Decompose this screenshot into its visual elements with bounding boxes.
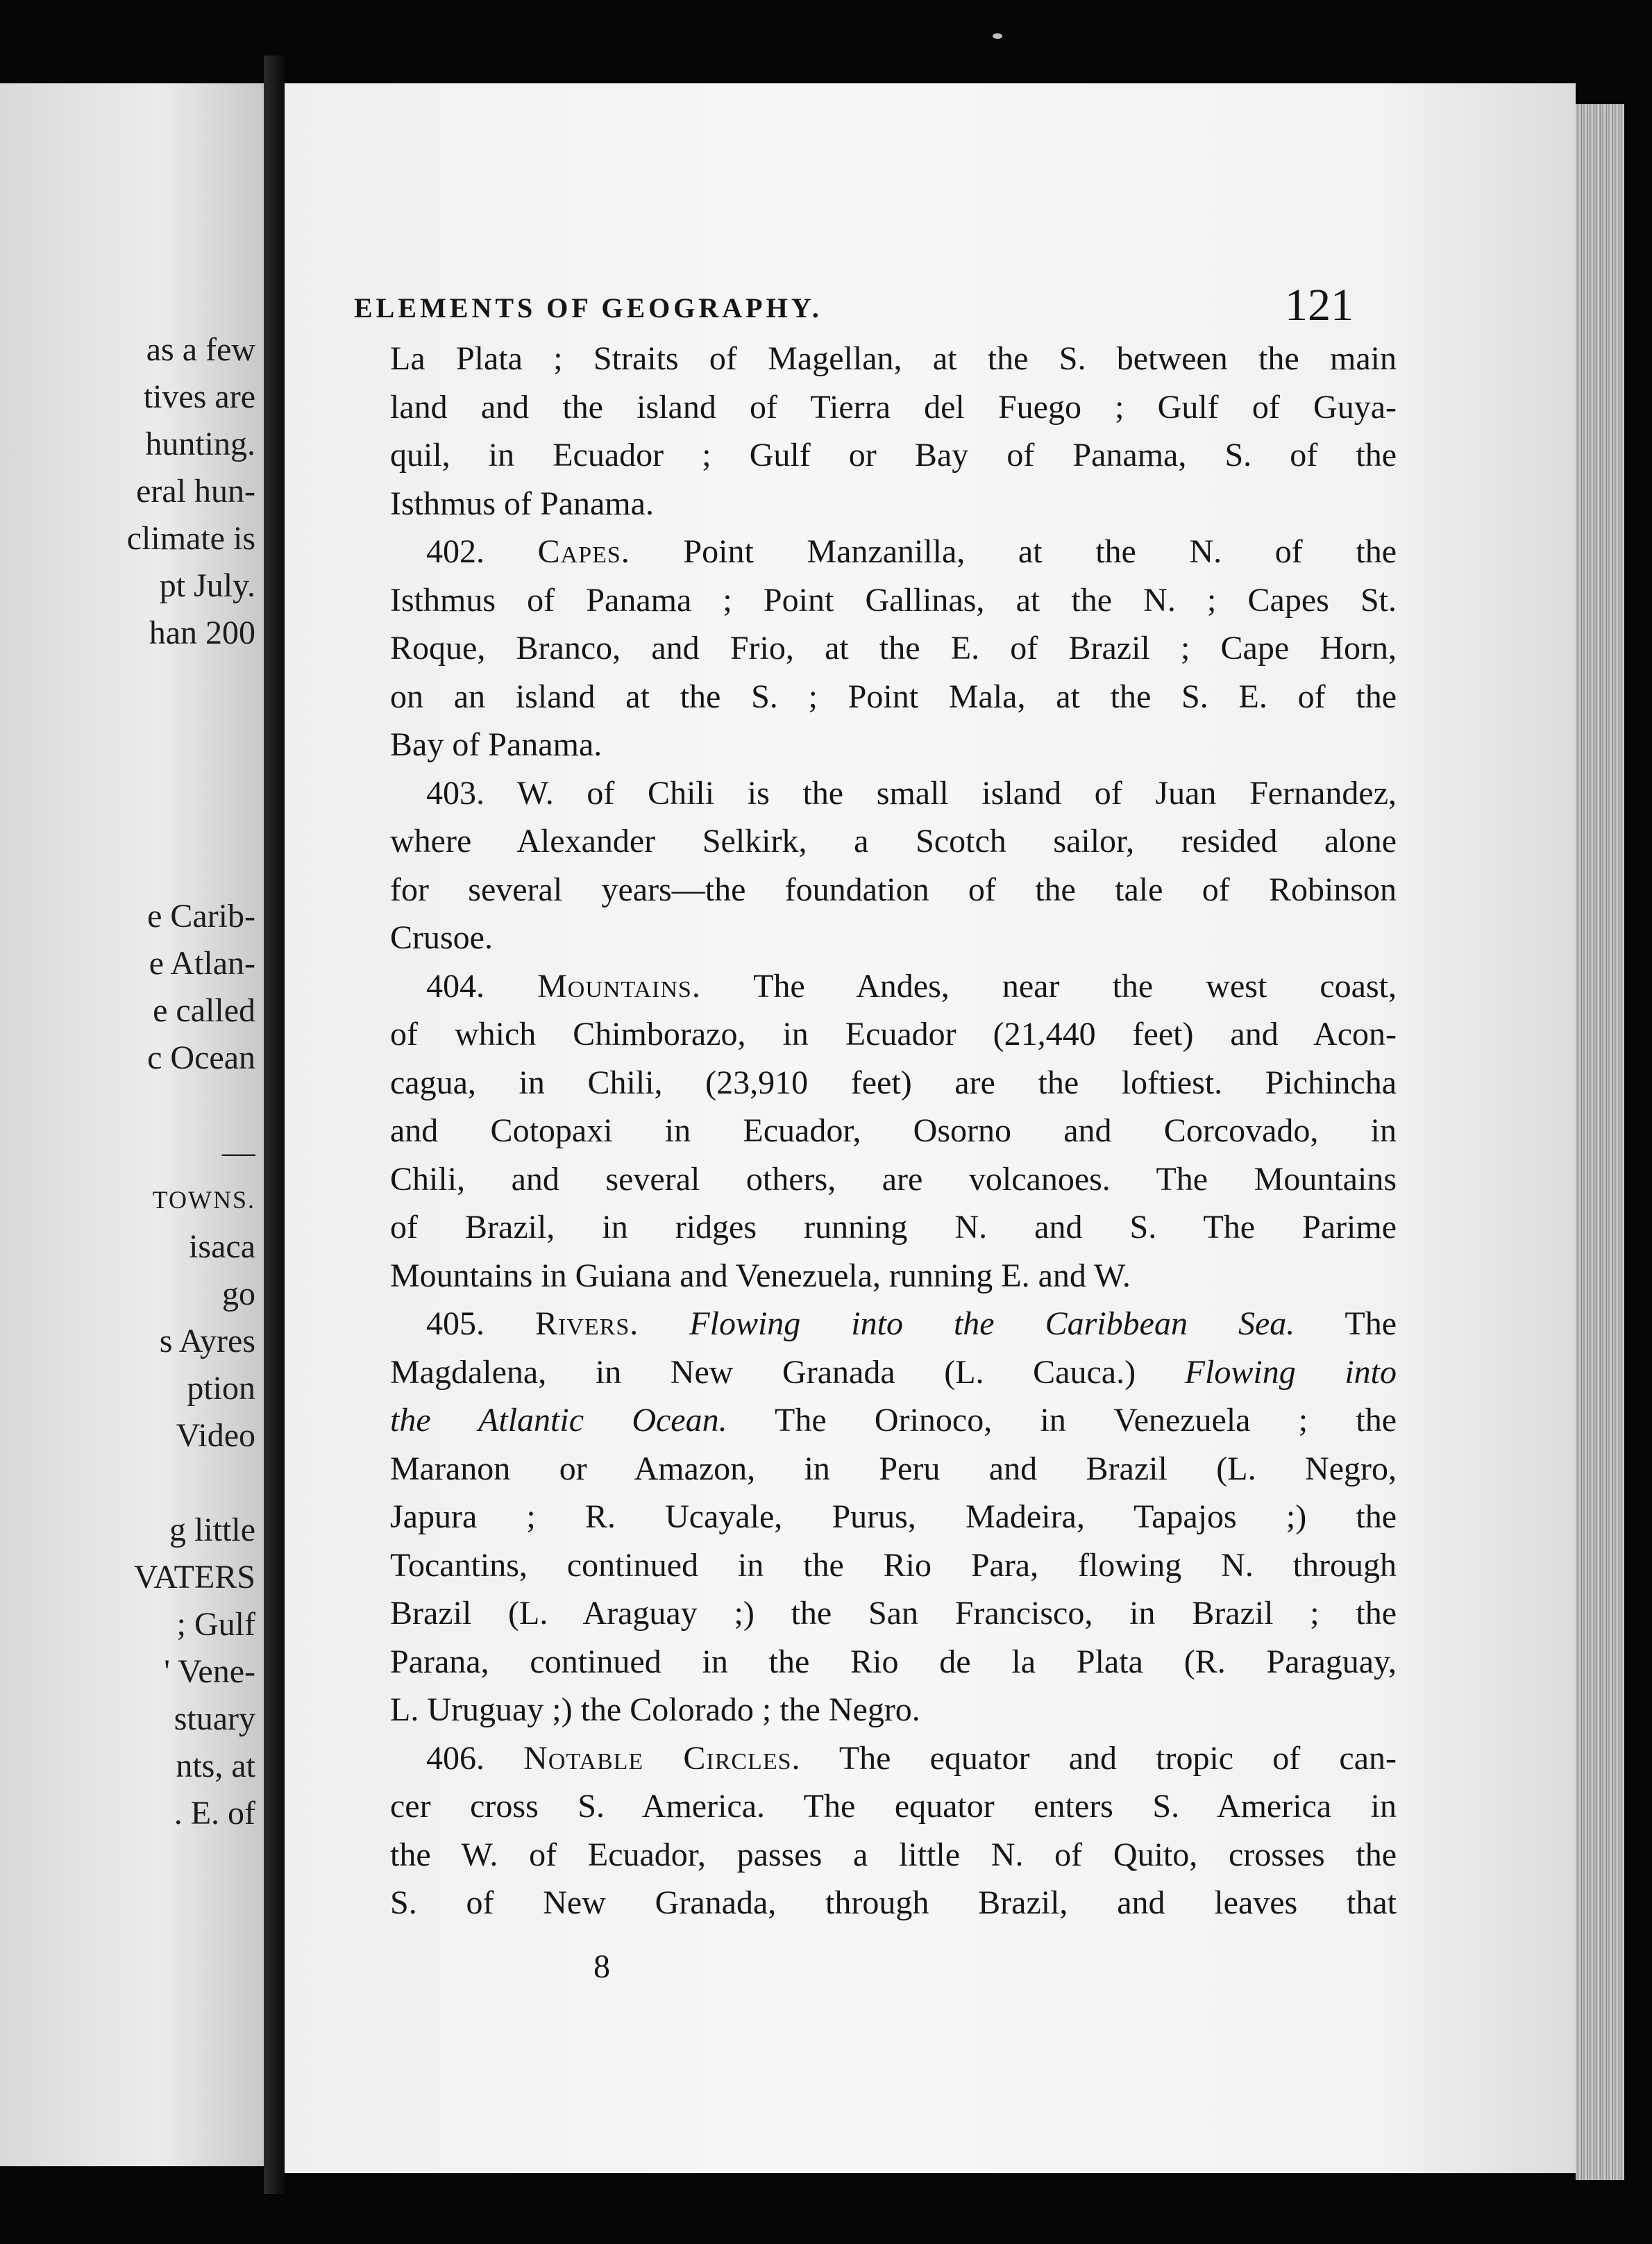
left-line: ; Gulf	[176, 1606, 255, 1643]
section-heading: Rivers.	[535, 1305, 639, 1342]
left-line: —	[222, 1134, 255, 1171]
left-line: g little	[169, 1512, 255, 1548]
left-line: Video	[176, 1417, 255, 1454]
paragraph-406-first-line	[390, 1734, 1397, 1783]
left-line: VATERS	[133, 1559, 255, 1596]
page-edge-stack	[1576, 104, 1624, 2180]
left-line: eral hun-	[136, 473, 255, 510]
paragraph-number: 402.	[426, 533, 484, 570]
paragraph-number: 406.	[426, 1739, 484, 1777]
body-text	[390, 335, 1397, 1927]
text-run: Magdalena, in New Granada (L. Cauca.)	[390, 1353, 1136, 1391]
text-line: Crusoe.	[390, 919, 493, 956]
text-line: the W. of Ecuador, passes a little N. of Quito, crosses the	[390, 1836, 1397, 1873]
text-run: The equator and tropic of can-	[838, 1739, 1397, 1777]
paragraph-404-first-line	[390, 962, 1397, 1011]
left-line: go	[222, 1275, 255, 1312]
text-line: cer cross S. America. The equator enters S. America in	[390, 1788, 1397, 1825]
left-line: pt July.	[159, 567, 255, 604]
text-line: La Plata ; Straits of Magellan, at the S. between the main	[390, 340, 1397, 377]
text-line: where Alexander Selkirk, a Scotch sailor, resided alone	[390, 823, 1397, 860]
italic-phrase: Flowing into the Caribbean Sea.	[689, 1305, 1295, 1342]
section-heading: Notable Circles.	[523, 1739, 801, 1777]
left-line: e called	[153, 992, 255, 1029]
left-line: han 200	[149, 614, 255, 651]
text-line: of which Chimborazo, in Ecuador (21,440 feet) and Acon-	[390, 1016, 1397, 1053]
text-line: Isthmus of Panama.	[390, 485, 654, 522]
text-line: Japura ; R. Ucayale, Purus, Madeira, Tapajos ;) the	[390, 1498, 1397, 1535]
paragraph-number: 404.	[426, 967, 484, 1005]
left-line: hunting.	[145, 426, 255, 462]
left-page-fragment	[0, 83, 264, 2166]
paragraph-405-first-line	[390, 1300, 1397, 1348]
text-run: Point Manzanilla, at the N. of the	[683, 533, 1397, 570]
left-page-text	[6, 326, 255, 1837]
text-run: The	[1345, 1305, 1397, 1342]
page-number: 121	[1285, 280, 1354, 330]
text-line: Isthmus of Panama ; Point Gallinas, at the N. ; Capes St.	[390, 581, 1397, 619]
section-heading: Mountains.	[537, 967, 701, 1005]
italic-phrase: Flowing into	[1184, 1353, 1397, 1391]
text-line: Maranon or Amazon, in Peru and Brazil (L. Negro,	[390, 1450, 1397, 1487]
signature-mark: 8	[593, 1948, 610, 1985]
left-line: . E. of	[174, 1795, 255, 1832]
left-line: as a few	[146, 331, 255, 368]
text-line: for several years—the foundation of the tale of Robinson	[390, 871, 1397, 908]
text-run: The Orinoco, in Venezuela ; the	[775, 1402, 1397, 1439]
text-line: Brazil (L. Araguay ;) the San Francisco, in Brazil ; the	[390, 1595, 1397, 1632]
left-line: isaca	[189, 1228, 255, 1265]
left-line: ption	[187, 1370, 255, 1407]
text-line: Roque, Branco, and Frio, at the E. of Brazil ; Cape Horn,	[390, 630, 1397, 667]
left-line: e Atlan-	[149, 945, 255, 982]
right-page	[285, 83, 1576, 2173]
text-line: Mountains in Guiana and Venezuela, running E. and W.	[390, 1257, 1131, 1294]
text-run: W. of Chili is the small island of Juan Fernandez,	[516, 774, 1397, 812]
text-line: S. of New Granada, through Brazil, and leaves that	[390, 1884, 1397, 1921]
scan-speck	[993, 33, 1002, 39]
text-line	[390, 1396, 1397, 1445]
left-line: TOWNS.	[152, 1186, 255, 1214]
running-title: ELEMENTS OF GEOGRAPHY.	[354, 292, 823, 324]
left-line: climate is	[126, 520, 255, 557]
text-line: quil, in Ecuador ; Gulf or Bay of Panama, S. of the	[390, 437, 1397, 474]
text-line: cagua, in Chili, (23,910 feet) are the loftiest. Pichincha	[390, 1064, 1397, 1101]
text-line: Bay of Panama.	[390, 726, 602, 763]
left-line: tives are	[143, 378, 255, 415]
italic-phrase: the Atlantic Ocean.	[390, 1402, 727, 1439]
text-line: Parana, continued in the Rio de la Plata (R. Paraguay,	[390, 1643, 1397, 1680]
text-line: of Brazil, in ridges running N. and S. The Parime	[390, 1209, 1397, 1246]
left-line: nts, at	[176, 1748, 255, 1784]
paragraph-402-first-line	[390, 528, 1397, 576]
text-line	[390, 1348, 1397, 1397]
text-line: on an island at the S. ; Point Mala, at the S. E. of the	[390, 678, 1397, 715]
left-line: c Ocean	[147, 1039, 255, 1076]
section-heading: Capes.	[537, 533, 630, 570]
text-line: L. Uruguay ;) the Colorado ; the Negro.	[390, 1691, 920, 1728]
text-run: The Andes, near the west coast,	[753, 967, 1397, 1005]
left-line: e Carib-	[147, 898, 255, 935]
left-line: stuary	[174, 1700, 255, 1737]
text-line: and Cotopaxi in Ecuador, Osorno and Corcovado, in	[390, 1112, 1397, 1149]
text-line: Chili, and several others, are volcanoes. The Mountains	[390, 1160, 1397, 1198]
book-gutter	[264, 56, 285, 2194]
paragraph-number: 405.	[426, 1305, 484, 1342]
paragraph-403-first-line	[390, 769, 1397, 818]
text-line: Tocantins, continued in the Rio Para, flowing N. through	[390, 1546, 1397, 1584]
paragraph-number: 403.	[426, 774, 484, 812]
left-line: s Ayres	[159, 1323, 255, 1359]
left-line: ' Vene-	[164, 1653, 255, 1690]
text-line: land and the island of Tierra del Fuego ; Gulf of Guya-	[390, 388, 1397, 426]
